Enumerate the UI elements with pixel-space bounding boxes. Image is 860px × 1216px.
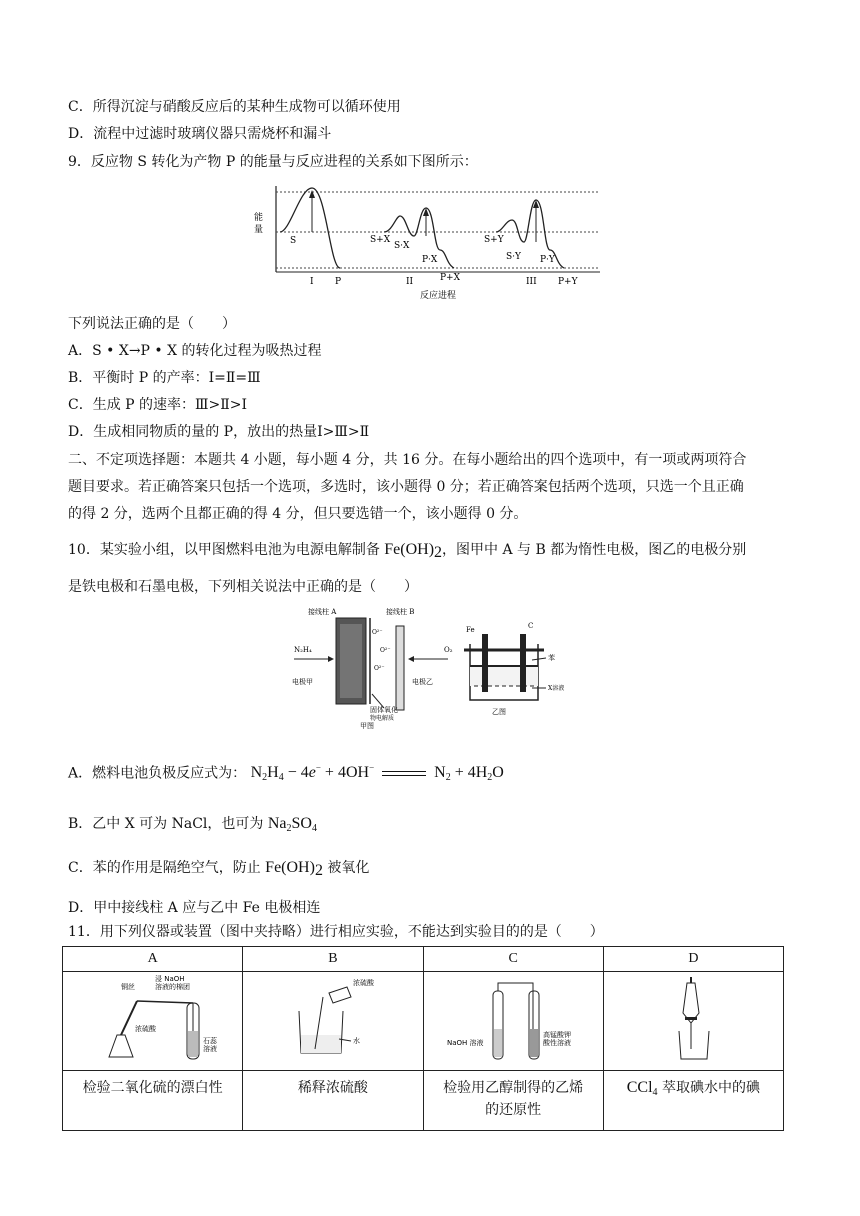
ion-label-3: O²⁻ — [374, 665, 385, 672]
electrode-a-label: 电极甲 — [292, 678, 313, 686]
electrolysis-figure — [288, 604, 588, 730]
benzene-label: 苯 — [548, 654, 555, 662]
q9-option-d: D．生成相同物质的量的 P，放出的热量Ⅰ>Ⅲ>Ⅱ — [68, 424, 370, 440]
q9-option-c: C．生成 P 的速率：Ⅲ>Ⅱ>Ⅰ — [68, 397, 248, 413]
apparatus-c — [433, 973, 593, 1065]
figure-c-cell — [423, 972, 603, 1071]
svg-text:石蕊: 石蕊 — [202, 1037, 217, 1045]
label-I: I — [310, 277, 314, 287]
c-label: C — [528, 622, 534, 630]
electrode-b-plate — [396, 626, 404, 710]
label-III: III — [526, 277, 537, 287]
label-S-dot-X: S·X — [394, 241, 410, 251]
section2-line3: 的得 2 分，选两个且都正确的得 4 分，但只要选错一个，该小题得 0 分。 — [68, 506, 528, 522]
figure-a-cell — [63, 972, 243, 1071]
apparatus-a — [83, 973, 223, 1065]
header-d: D — [603, 947, 783, 972]
label-S-plus-Y: S+Y — [484, 235, 504, 245]
caption-a: 检验二氧化硫的漂白性 — [63, 1071, 243, 1131]
xlabel: 反应进程 — [420, 291, 457, 301]
q11-table — [62, 946, 784, 1131]
header-a: A — [63, 947, 243, 972]
fe-electrode — [482, 634, 488, 692]
q9-option-a: A．S • X→P • X 的转化过程为吸热过程 — [68, 343, 322, 359]
label-P: P — [335, 277, 342, 287]
caption-b: 乙图 — [492, 708, 506, 716]
q9-option-b: B．平衡时 P 的产率：Ⅰ=Ⅱ=Ⅲ — [68, 370, 261, 386]
post-a-label: 接线柱 A — [308, 608, 337, 616]
svg-text:浓硫酸: 浓硫酸 — [134, 1025, 156, 1033]
q10-stem-line1: 10．某实验小组，以甲图燃料电池为电源电解制备 $Fe(OH)_2$，图甲中 A 与 B 都为惰性电极，图乙的电极分别 — [68, 541, 747, 561]
ion-label-1: O²⁻ — [372, 629, 383, 636]
q10-option-d: D．甲中接线柱 A 应与乙中 Fe 电极相连 — [68, 900, 321, 916]
electrode-b-label: 电极乙 — [412, 678, 433, 686]
ylabel-1: 能 — [254, 213, 264, 223]
caption-d: CCl$_4$ 萃取碘水中的碘 — [603, 1071, 783, 1131]
path-I — [280, 188, 340, 268]
q10-option-b: B．乙中 X 可为 NaCl，也可为 $Na_2SO_4$ — [68, 815, 317, 834]
c-electrode — [520, 634, 526, 692]
label-P-dot-X: P·X — [422, 255, 438, 265]
caption-c: 检验用乙醇制得的乙烯 的还原性 — [423, 1071, 603, 1131]
svg-text:浸 NaOH: 浸 NaOH — [154, 975, 185, 983]
label-S-plus-X: S+X — [370, 235, 391, 245]
path-II — [384, 208, 454, 268]
q10-option-c: C．苯的作用是隔绝空气，防止 $Fe(OH)_2$ 被氧化 — [68, 859, 370, 879]
oxidant-label: O₂ — [444, 646, 453, 654]
svg-text:NaOH 溶液: NaOH 溶液 — [447, 1039, 484, 1047]
svg-text:高锰酸钾: 高锰酸钾 — [543, 1031, 572, 1039]
post-b-label: 接线柱 B — [386, 608, 415, 616]
apparatus-b — [263, 973, 403, 1065]
fuel-label: N₂H₄ — [294, 646, 312, 654]
section2-line2: 题目要求。若正确答案只包括一个选项，多选时，该小题得 0 分；若正确答案包括两个选项，只选一个且正确 — [68, 479, 744, 495]
q8-option-d: D．流程中过滤时玻璃仪器只需烧杯和漏斗 — [68, 126, 332, 142]
q8-option-c: C．所得沉淀与硝酸反应后的某种生成物可以循环使用 — [68, 99, 401, 115]
label-P-plus-X: P+X — [440, 273, 461, 283]
energy-diagram — [250, 180, 610, 304]
svg-text:酸性溶液: 酸性溶液 — [543, 1039, 572, 1047]
apparatus-d — [623, 973, 763, 1065]
q10-option-a: A．燃料电池负极反应式为： $N_2H_4 - 4e^- + 4OH^-$ $N_2 + 4H_2O$ — [68, 763, 504, 784]
caption-a: 甲图 — [360, 722, 374, 730]
fe-label: Fe — [466, 626, 475, 634]
figure-d-cell — [603, 972, 783, 1071]
equation: $N_2H_4 - 4e^- + 4OH^-$ $N_2 + 4H_2O$ — [250, 763, 504, 784]
svg-text:浓硫酸: 浓硫酸 — [352, 979, 374, 987]
ion-label-2: O²⁻ — [380, 647, 391, 654]
figure-b-cell — [243, 972, 423, 1071]
q11-stem: 11．用下列仪器或装置（图中夹持略）进行相应实验，不能达到实验目的的是（ ） — [68, 924, 604, 940]
svg-text:溶液的棉团: 溶液的棉团 — [154, 983, 190, 991]
solution-label: X溶液 — [548, 685, 565, 692]
q9-stem: 9．反应物 S 转化为产物 P 的能量与反应进程的关系如下图所示： — [68, 154, 478, 170]
caption-b: 稀释浓硫酸 — [243, 1071, 423, 1131]
label-S-dot-Y: S·Y — [506, 252, 521, 262]
svg-text:铜丝: 铜丝 — [120, 983, 135, 991]
svg-text:水: 水 — [352, 1037, 360, 1045]
ylabel-2: 量 — [254, 225, 264, 235]
electrolyte-label-2: 物电解质 — [370, 715, 395, 722]
section2-line1: 二、不定项选择题：本题共 4 小题，每小题 4 分，共 16 分。在每小题给出的四个选项中，有一项或两项符合 — [68, 452, 747, 468]
label-P-plus-Y: P+Y — [558, 277, 578, 287]
svg-text:溶液: 溶液 — [202, 1045, 217, 1053]
label-S: S — [290, 236, 297, 246]
label-II: II — [406, 277, 414, 287]
header-b: B — [243, 947, 423, 972]
q9-prompt: 下列说法正确的是（ ） — [68, 316, 236, 332]
q10-stem-line2: 是铁电极和石墨电极，下列相关说法中正确的是（ ） — [68, 579, 418, 595]
label-P-dot-Y: P·Y — [540, 255, 555, 265]
electrolyte-label-1: 固体氧化 — [370, 706, 398, 714]
header-c: C — [423, 947, 603, 972]
